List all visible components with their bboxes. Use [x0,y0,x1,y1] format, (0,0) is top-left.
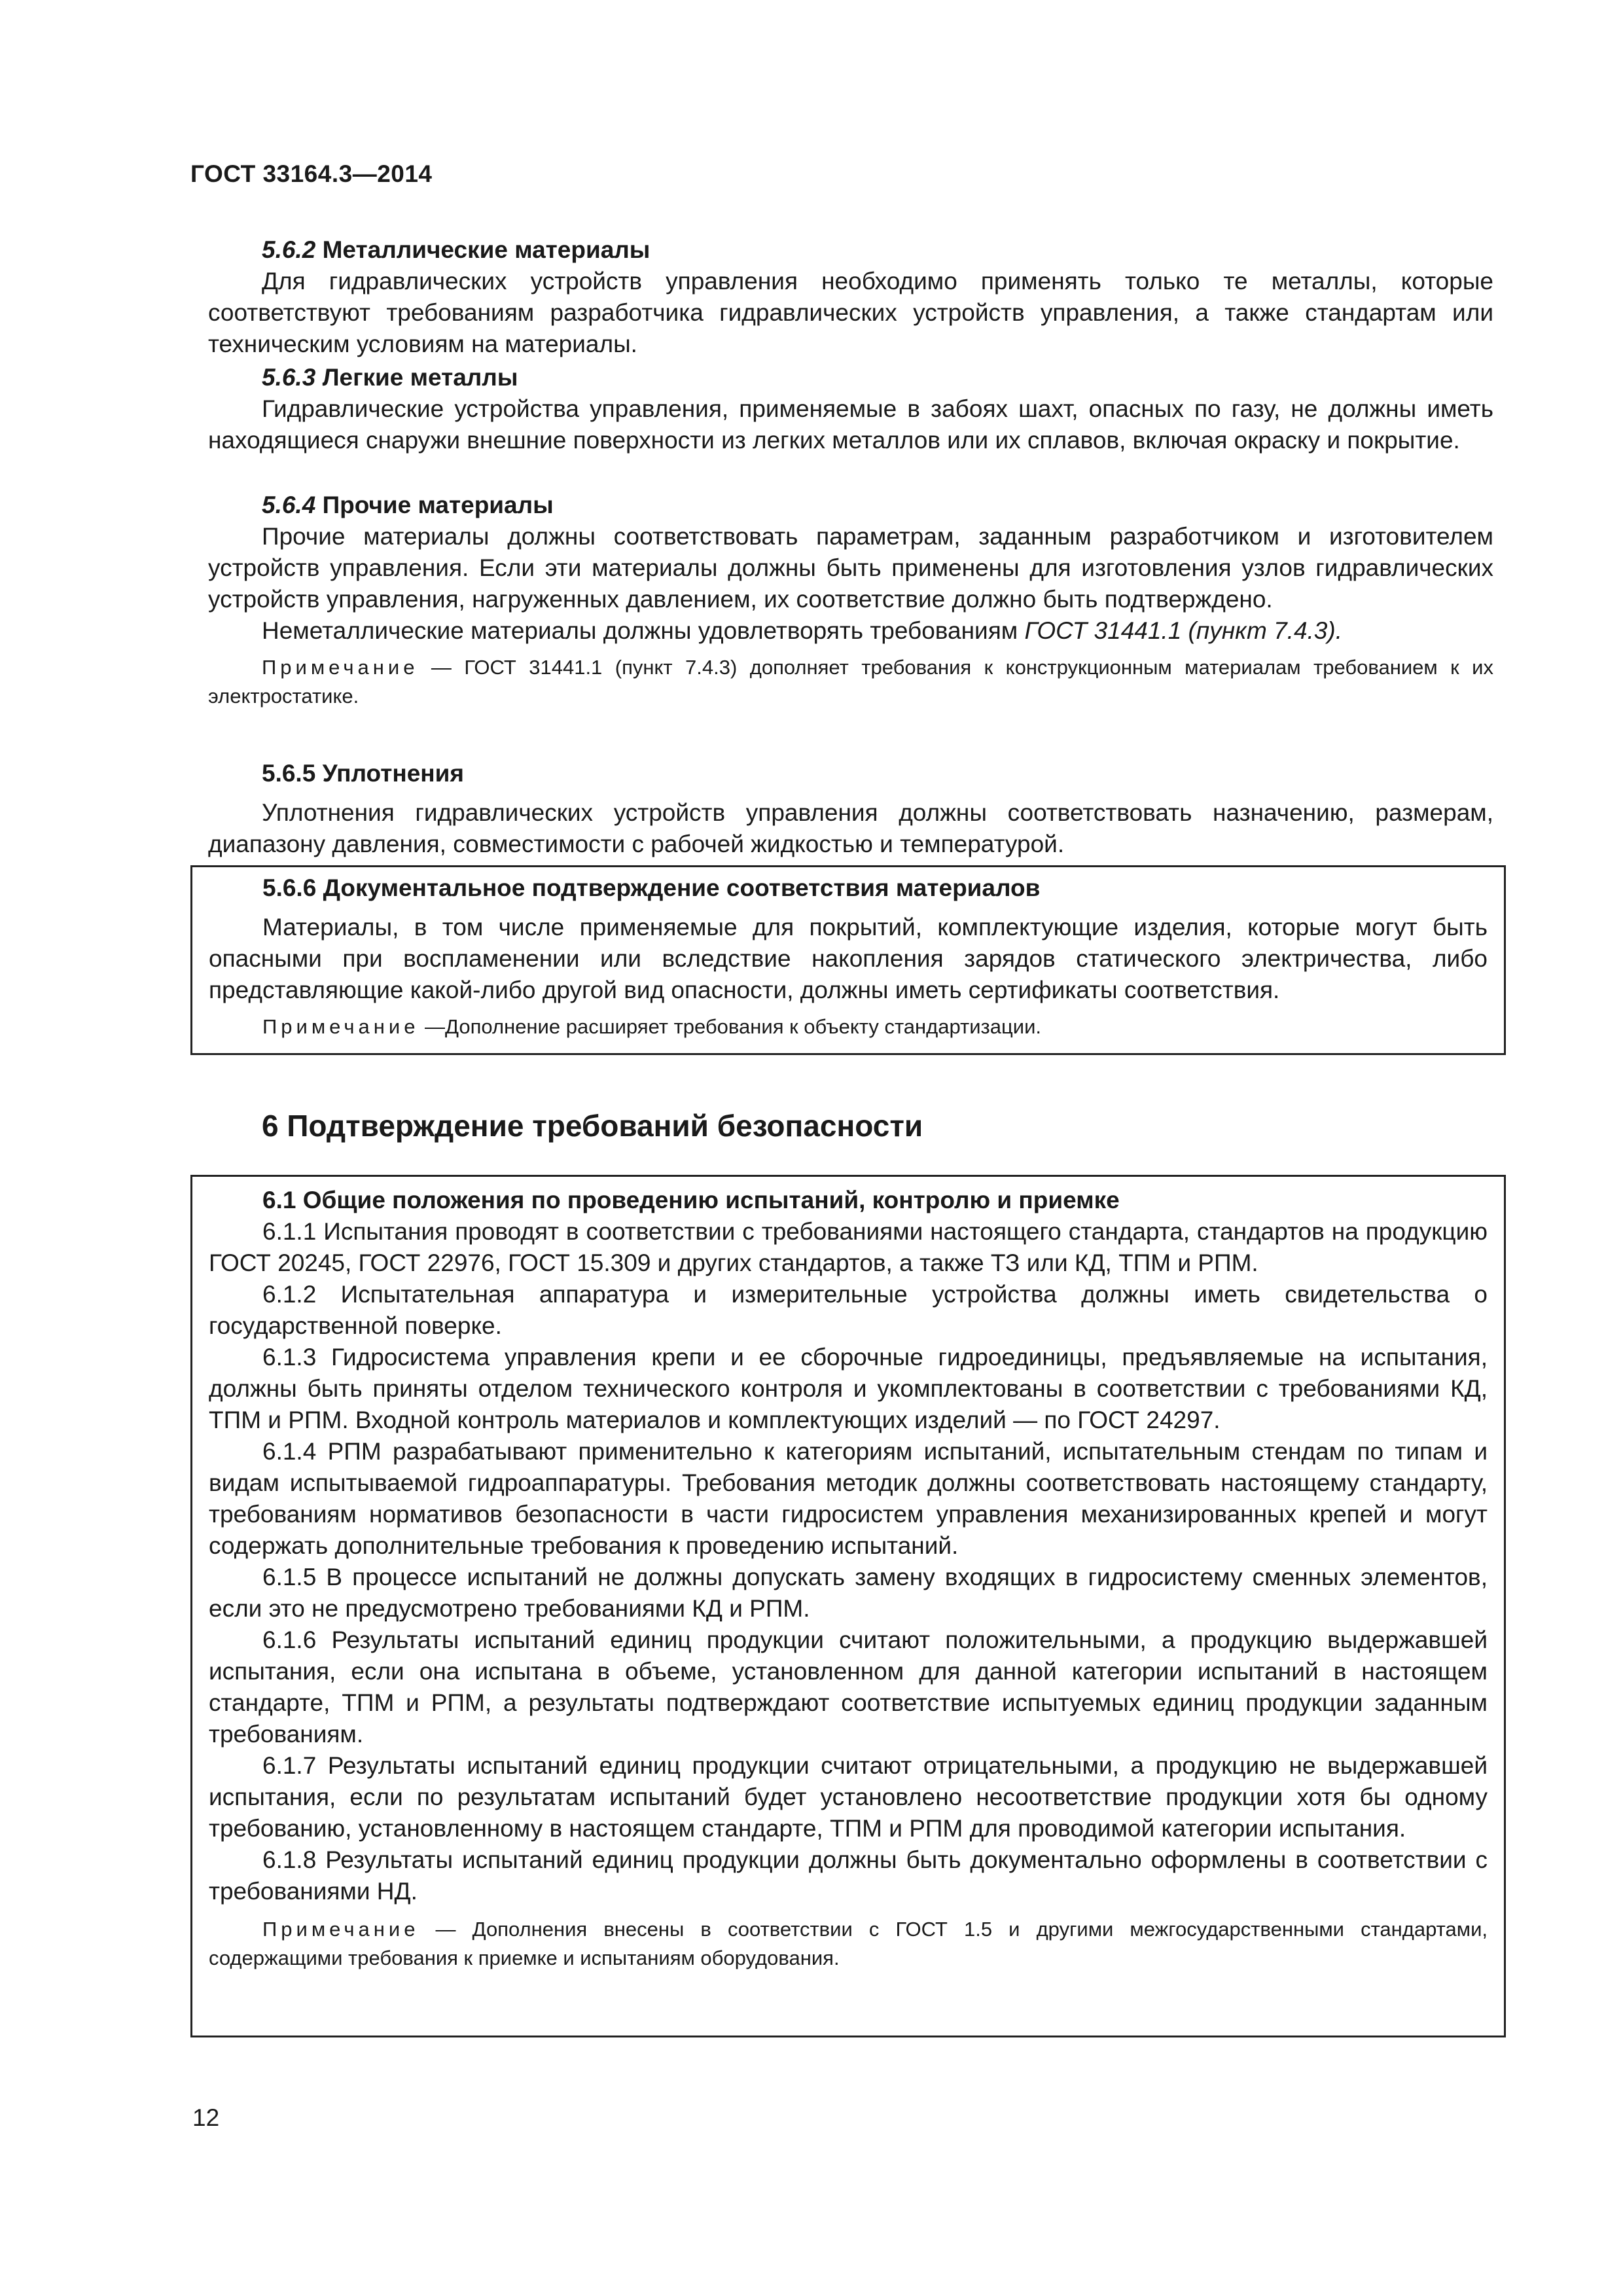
page-number: 12 [192,2104,220,2131]
paragraph: Уплотнения гидравлических устройств управления должны соответствовать назначению, размерам, диапазону давления, совместимости с рабочей жидкостью и температурой. [208,799,1493,857]
paragraph: Материалы, в том числе применяемые для покрытий, комплектующие изделия, которые могут быть опасными при воспламенении или вследствие накопления зарядов статического электричества, либо представляющие какой-либо другой вид опасности, должны иметь сертификаты соответствия. [209,914,1488,1003]
note-text: — Дополнения внесены в соответствии с ГОСТ 1.5 и другими межгосударственными стандартами, содержащими требования к приемке и испытаниям оборудования. [209,1918,1488,1969]
standard-reference: ГОСТ 31441.1 (пункт 7.4.3). [1024,617,1342,644]
amendment-box-5-6-6 [190,865,1506,1055]
section-title: Металлические материалы [322,236,651,263]
section-5-6-4 [208,490,1493,711]
section-number: 5.6.4 [262,492,316,518]
section-heading [208,234,1493,266]
note-text: — ГОСТ 31441.1 (пункт 7.4.3) дополняет требования к конструкционным материалам требованием к их электростатике. [208,656,1493,708]
document-code: ГОСТ 33164.3—2014 [190,160,433,187]
section-number: 5.6.3 [262,364,316,391]
section-5-6-2 [208,234,1493,360]
section-number: 5.6.2 [262,236,316,263]
note-label: Примечание [262,1015,419,1038]
section-heading [208,362,1493,393]
paragraph-6-1-8: 6.1.8 Результаты испытаний единиц продукции должны быть документально оформлены в соответствии с требованиями НД. [209,1846,1488,1905]
note-label: Примечание [262,1918,419,1941]
paragraph: Гидравлические устройства управления, применяемые в забоях шахт, опасных по газу, не должны иметь находящиеся снаружи внешние поверхности из легких металлов или их сплавов, включая окраску и покрытие. [208,395,1493,454]
paragraph-6-1-4: 6.1.4 РПМ разрабатывают применительно к категориям испытаний, испытательным стендам по типам и видам испытываемой гидроаппаратуры. Требования методик должны соответствовать настоящему стандарту, требованиям нормативов безопасности в части гидросистем управления механизированных крепей и могут содержать дополнительные требования к проведению испытаний. [209,1438,1488,1559]
note [208,653,1493,711]
paragraph: Прочие материалы должны соответствовать параметрам, заданным разработчиком и изготовителем устройств управления. Если эти материалы должны быть применены для изготовления узлов гидравлических устройств управления, нагруженных давлением, их соответствие должно быть подтверждено. [208,523,1493,613]
paragraph-6-1-7: 6.1.7 Результаты испытаний единиц продукции считают отрицательными, а продукцию не выдержавшей испытания, если по результатам испытаний будет установлено несоответствие продукции хотя бы одному требованию, установленному в настоящем стандарте, ТПМ и РПМ для проводимой категории испытания. [209,1752,1488,1842]
section-heading [208,490,1493,521]
section-5-6-6 [209,872,1488,1041]
paragraph-6-1-3: 6.1.3 Гидросистема управления крепи и ее сборочные гидроединицы, предъявляемые на испытания, должны быть приняты отделом технического контроля и укомплектованы в соответствии с требованиями КД, ТПМ и РПМ. Входной контроль материалов и комплектующих изделий — по ГОСТ 24297. [209,1344,1488,1433]
paragraph-6-1-2: 6.1.2 Испытательная аппаратура и измерительные устройства должны иметь свидетельства о государственной поверке. [209,1281,1488,1339]
note [209,1013,1488,1041]
section-heading: 5.6.6 Документальное подтверждение соответствия материалов [262,874,1041,901]
paragraph-text: Неметаллические материалы должны удовлетворять требованиям [262,617,1025,644]
section-title: Легкие металлы [322,364,518,391]
paragraph-6-1-6: 6.1.6 Результаты испытаний единиц продукции считают положительными, а продукцию выдержавшей испытания, если она испытана в объеме, установленном для данной категории испытаний в настоящем стандарте, ТПМ и РПМ, а результаты подтверждают соответствие испытуемых единиц продукции заданным требованиям. [209,1626,1488,1748]
paragraph-6-1-1: 6.1.1 Испытания проводят в соответствии с требованиями настоящего стандарта, стандартов на продукцию ГОСТ 20245, ГОСТ 22976, ГОСТ 15.309 и других стандартов, а также ТЗ или КД, ТПМ и РПМ. [209,1218,1488,1276]
section-5-6-3 [208,362,1493,456]
note-text: —Дополнение расширяет требования к объекту стандартизации. [419,1015,1042,1038]
section-heading: 5.6.5 Уплотнения [262,760,464,787]
paragraph: Для гидравлических устройств управления необходимо применять только те металлы, которые соответствуют требованиям разработчика гидравлических устройств управления, а также стандартам или техническим условиям на материалы. [208,268,1493,357]
section-5-6-5 [208,758,1493,860]
section-6-heading: 6 Подтверждение требований безопасности [262,1109,923,1143]
amendment-box-6-1 [190,1175,1506,2037]
note-label: Примечание [262,656,419,679]
section-heading: 6.1 Общие положения по проведению испытаний, контролю и приемке [262,1187,1120,1213]
paragraph [208,615,1493,647]
note [209,1915,1488,1973]
paragraph-6-1-5: 6.1.5 В процессе испытаний не должны допускать замену входящих в гидросистему сменных элементов, если это не предусмотрено требованиями КД и РПМ. [209,1564,1488,1622]
section-title: Прочие материалы [322,492,554,518]
section-6-1 [209,1185,1488,1973]
